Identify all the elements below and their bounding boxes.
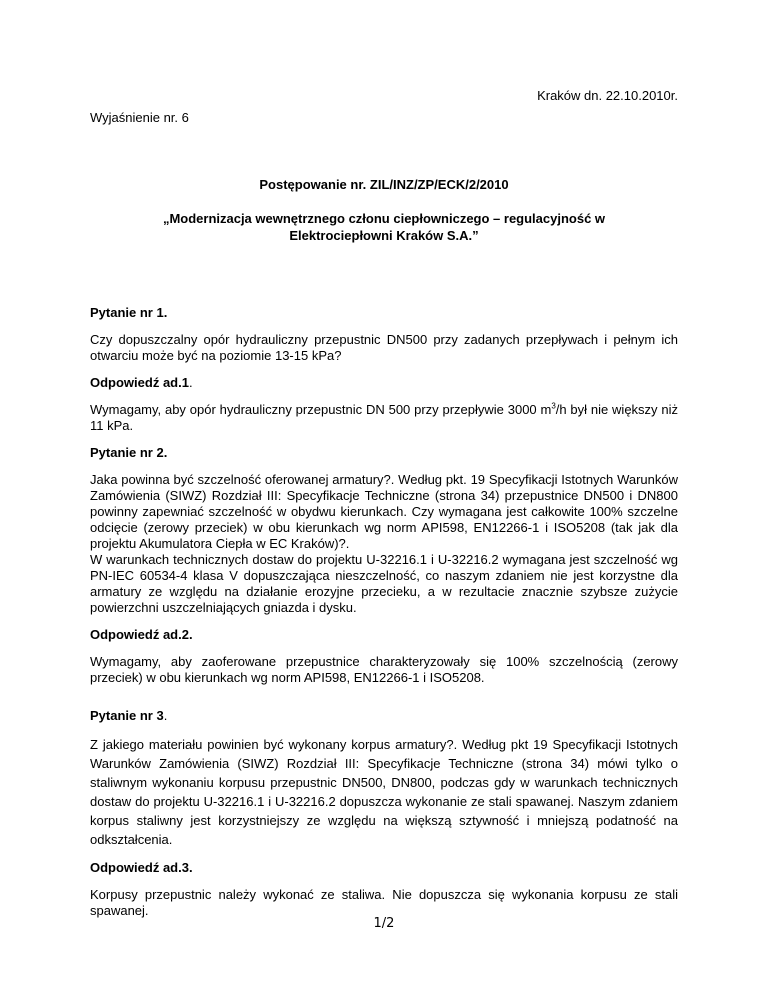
answer-2-heading: Odpowiedź ad.2.	[90, 627, 193, 642]
document-page	[90, 0, 678, 994]
question-3-heading-dot: .	[163, 708, 168, 723]
answer-1-heading-label: Odpowiedź ad.1	[90, 375, 189, 390]
clarification-number: Wyjaśnienie nr. 6	[90, 110, 189, 125]
answer-1-heading-dot: .	[188, 375, 193, 390]
question-3-heading	[90, 708, 678, 724]
answer-1-superscript: 3	[551, 401, 556, 411]
answer-1-text-post: /h był nie większy niż 11 kPa.	[90, 402, 678, 433]
question-1-heading: Pytanie nr 1.	[90, 305, 168, 320]
procurement-subject: „Modernizacja wewnętrznego członu ciepłowniczego – regulacyjność w Elektrociepłowni Kraków S.A.”	[162, 211, 606, 243]
answer-1-text	[90, 402, 678, 434]
answer-2-text: Wymagamy, aby zaoferowane przepustnice charakteryzowały się 100% szczelnością (zerowy przeciek) w obu kierunkach wg norm API598, EN12266-1 i ISO5208.	[90, 654, 678, 685]
question-1-text: Czy dopuszczalny opór hydrauliczny przepustnic DN500 przy zadanych przepływach i pełnym ich otwarciu może być na poziomie 13-15 kPa?	[90, 332, 678, 363]
answer-1-text-pre: Wymagamy, aby opór hydrauliczny przepustnic DN 500 przy przepływie 3000 m	[90, 402, 552, 417]
questions-answers	[90, 305, 678, 930]
question-3-heading-label: Pytanie nr 3	[90, 708, 164, 723]
question-2-text-2: W warunkach technicznych dostaw do projektu U-32216.1 i U-32216.2 wymagana jest szczelność wg PN-IEC 60534-4 klasa V dopuszczająca nieszczelność, co naszym zdaniem nie jest korzystne dla armatury ze względu na działanie erozyjne przecieku, a w rezultacie znacznie szybsze zużycie powierzchni uszczelniających gniazda i dysku.	[90, 552, 678, 615]
procedure-number: Postępowanie nr. ZIL/INZ/ZP/ECK/2/2010	[259, 177, 509, 192]
question-3-text: Z jakiego materiału powinien być wykonany korpus armatury?. Według pkt 19 Specyfikacji Istotnych Warunków Zamówienia (SIWZ) Rozdział III: Specyfikacje Techniczne (strona 34) mówi tylko o staliwnym wykonaniu korpusu przepustnic DN500, DN800, podczas gdy w warunkach technicznych dostaw do projektu U-32216.1 i U-32216.2 dopuszcza wykonanie ze stali spawanej. Naszym zdaniem korpus staliwny jest korzystniejszy ze względu na większą sztywność i mniejszą podatność na odkształcenia.	[90, 737, 678, 847]
answer-1-heading	[90, 375, 678, 391]
page-number: 1/2	[373, 916, 395, 931]
answer-3-text: Korpusy przepustnic należy wykonać ze staliwa. Nie dopuszcza się wykonania korpusu ze stali spawanej.	[90, 887, 678, 918]
question-2-text-1: Jaka powinna być szczelność oferowanej armatury?. Według pkt. 19 Specyfikacji Istotnych Warunków Zamówienia (SIWZ) Rozdział III: Specyfikacje Techniczne (strona 34) przepustnice DN500 i DN800 powinny zapewniać szczelność w obydwu kierunkach. Czy wymagana jest całkowite 100% szczelne odcięcie (zerowy przeciek) w obu kierunkach wg norm API598, EN12266-1 i ISO5208 (tak jak dla projektu Akumulatora Ciepła w EC Kraków)?.	[90, 472, 678, 551]
spacer	[90, 697, 678, 708]
document-date: Kraków dn. 22.10.2010r.	[537, 88, 678, 103]
answer-3-heading: Odpowiedź ad.3.	[90, 860, 193, 875]
question-2-heading: Pytanie nr 2.	[90, 445, 168, 460]
